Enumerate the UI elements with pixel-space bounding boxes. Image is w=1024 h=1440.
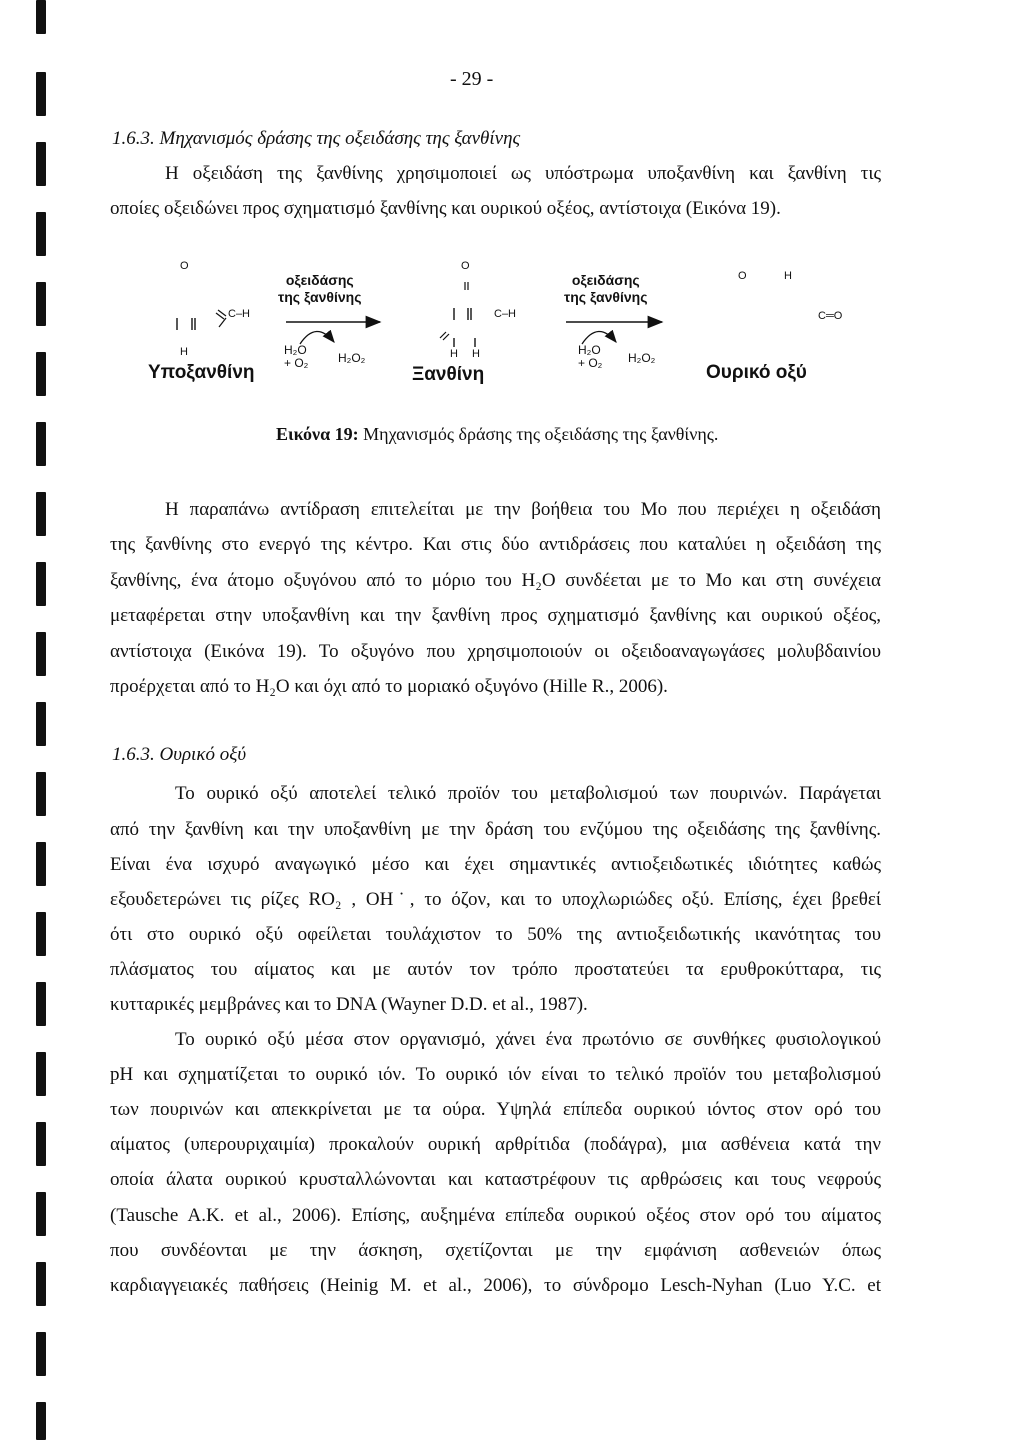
enzyme-label: οξειδάσης της ξανθίνης [564,272,648,305]
paragraph-line: πλάσματος του αίματος και με αυτόν τον τρόπο προστατεύει τα ερυθροκύτταρα, τις [110,959,881,980]
paragraph-line: αντίστοιχα (Εικόνα 19). Το οξυγόνο που χρησιμοποιούν οι οξειδοαναγωγάσες μολυβδαινίου [110,641,881,662]
paragraph-line: μεταφέρεται στην υποξανθίνη και την ξανθίνη προς σχηματισμό ξανθίνης και ουρικού οξέος, [110,605,881,626]
compound-uric-acid: Ουρικό οξύ [706,362,807,383]
paragraph-line: (Tausche A.K. et al., 2006). Επίσης, αυξημένα επίπεδα ουρικού οξέος στον ορό του αίματος [110,1205,881,1226]
atom-label: C–H [228,308,251,320]
paragraph-line: ξανθίνης, ένα άτομο οξυγόνου από το μόριο του H₂O συνδέεται με το Mo και στη συνέχεια [110,570,881,591]
section-heading-uric-acid: 1.6.3. Ουρικό οξύ [112,744,247,765]
atom-label: O [738,270,747,282]
paragraph-line: pH και σχηματίζεται το ουρικό ιόν. Το ουρικό ιόν είναι το τελικό προϊόν του μεταβολισμού [110,1064,881,1085]
atom-label: O [461,260,470,272]
reagent-water-oxygen: H₂O + O₂ [284,343,309,370]
paragraph-line: αίματος (υπερουριχαιμία) προκαλούν ουρική αρθρίτιδα (ποδάγρα), μια ασθένεια κατά την [110,1134,881,1155]
caption-text: Μηχανισμός δράσης της οξειδάσης της ξανθίνης. [363,424,719,444]
reagent-peroxide: H₂O₂ [628,351,656,365]
paragraph-line: προέρχεται από το H₂O και όχι από το μοριακό οξυγόνο (Hille R., 2006). [110,676,668,697]
paragraph-line: ότι στο ουρικό οξύ οφείλεται τουλάχιστον το 50% της αντιοξειδωτικής ικανότητας του [110,924,881,945]
caption-label: Εικόνα 19: [276,424,359,444]
paragraph-line: των πουρινών και απεκκρίνεται με τα ούρα. Υψηλά επίπεδα ουρικού ιόντος στον ορό του [110,1099,881,1120]
paragraph-line: Η οξειδάση της ξανθίνης χρησιμοποιεί ως υπόστρωμα υποξανθίνη και ξανθίνη τις [165,163,881,184]
paragraph-line: της ξανθίνης στο ενεργό της κέντρο. Και στις δύο αντιδράσεις που καταλύει η οξειδάση της [110,534,881,555]
reagent-peroxide: H₂O₂ [338,351,366,365]
atom-label: H [180,346,188,358]
binding-marks [36,0,46,1440]
enzyme-label: οξειδάσης της ξανθίνης [278,272,362,305]
paragraph-line: που συνδέονται με την άσκηση, σχετίζονται με την εμφάνιση ασθενειών όπως [110,1240,881,1261]
compound-hypoxanthine: Υποξανθίνη [148,362,255,383]
paragraph-line: Το ουρικό οξύ αποτελεί τελικό προϊόν του μεταβολισμού των πουρινών. Παράγεται [175,783,881,804]
compound-xanthine: Ξανθίνη [412,364,485,385]
paragraph-line: Είναι ένα ισχυρό αναγωγικό μέσο και έχει σημαντικές αντιοξειδωτικές ιδιότητες καθώς [110,854,881,875]
page-number: - 29 - [450,68,494,90]
reaction-scheme [150,252,870,402]
paragraph-line: οποία άλατα ουρικού κρυσταλλώνονται και καταστρέφουν τις αρθρώσεις και τους νεφρούς [110,1169,881,1190]
section-heading-mechanism: 1.6.3. Μηχανισμός δράσης της οξειδάσης της ξανθίνης [112,128,521,149]
paragraph-line: κυτταρικές μεμβράνες και το DNA (Wayner D.D. et al., 1987). [110,994,588,1015]
atom-label: O [180,260,189,272]
atom-label: C═O [818,310,843,322]
paragraph-line: Η παραπάνω αντίδραση επιτελείται με την βοήθεια του Mo που περιέχει η οξειδάση [165,499,881,520]
paragraph-line: Το ουρικό οξύ μέσα στον οργανισμό, χάνει ένα πρωτόνιο σε συνθήκες φυσιολογικού [175,1029,881,1050]
atom-label: H [784,270,792,282]
atom-label: H [450,348,458,360]
paragraph-line: εξουδετερώνει τις ρίζες RO₂ , OH˙, το όζον, και το υποχλωριώδες οξύ. Επίσης, έχει βρεθεί [110,889,881,910]
atom-label: C–H [494,308,517,320]
paragraph-line: από την ξανθίνη και την υποξανθίνη με την δράση του ενζύμου της οξειδάσης της ξανθίνης. [110,819,881,840]
paragraph-line: οποίες οξειδώνει προς σχηματισμό ξανθίνης και ουρικού οξέος, αντίστοιχα (Εικόνα 19). [110,198,781,219]
reagent-water-oxygen: H₂O + O₂ [578,343,603,370]
figure-caption [276,424,718,445]
atom-label: H [472,348,480,360]
paragraph-line: καρδιαγγειακές παθήσεις (Heinig M. et al., 2006), το σύνδρομο Lesch-Nyhan (Luo Y.C. et [110,1275,881,1296]
